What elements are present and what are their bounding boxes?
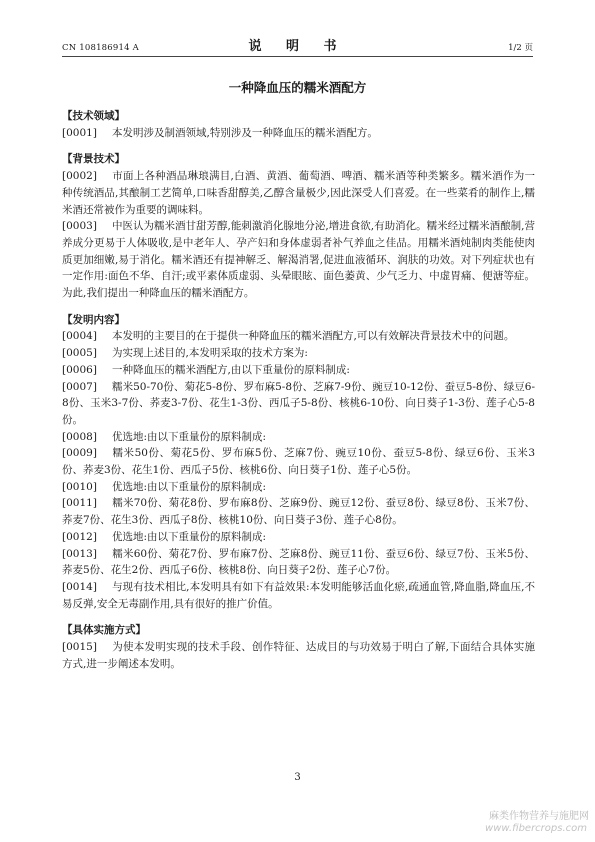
paragraph-text: 为实现上述目的,本发明采取的技术方案为:: [112, 347, 308, 360]
paragraph: [62, 479, 535, 496]
paragraph: [62, 429, 535, 446]
paragraph: [62, 328, 535, 345]
paragraph-text: 中医认为糯米酒甘甜芳醇,能刺激消化腺地分泌,增进食欲,有助消化。糯米经过糯米酒酿制,营养成分更易于人体吸收,是中老年人、孕产妇和身体虚弱者补气养血之佳品。用糯米酒炖制肉类能使肉质更加细嫩,易于消化。糯米酒还有提神解乏、解渴消署,促进血液循环、润肤的功效。对下列症状也有一定作用:面色不华、自汗;或平素体质虚弱、头晕眼眩、面色萎黄、少气乏力、中虚胃痛、便溏等症。为此,我们提出一种降血压的糯米酒配方。: [62, 220, 535, 300]
paragraph: [62, 218, 535, 302]
paragraph-text: 为使本发明实现的技术手段、创作特征、达成目的与功效易于明白了解,下面结合具体实施方式,进一步阐述本发明。: [62, 641, 535, 670]
paragraph-number: [0004]: [62, 330, 97, 343]
paragraph: [62, 125, 535, 142]
paragraph-text: 糯米60份、菊花7份、罗布麻7份、芝麻8份、豌豆11份、蚕豆6份、绿豆7份、玉米5份、荞麦5份、花生2份、西瓜子6份、核桃8份、向日葵子2份、莲子心7份。: [62, 547, 535, 577]
paragraph-text: 与现有技术相比,本发明具有如下有益效果:本发明能够活血化瘀,疏通血管,降血脂,降血压,不易反弹,安全无毒副作用,具有很好的推广价值。: [62, 580, 535, 610]
paragraph-number: [0009]: [62, 447, 97, 460]
paragraph-text: 本发明涉及制酒领域,特别涉及一种降血压的糯米酒配方。: [112, 126, 378, 139]
paragraph: [62, 168, 535, 218]
watermark-url: www.fibercrops.com: [485, 823, 587, 834]
paragraph-number: [0015]: [62, 641, 97, 654]
paragraph: [62, 362, 535, 379]
paragraph-text: 市面上各种酒品琳琅满目,白酒、黄酒、葡萄酒、啤酒、糯米酒等种类繁多。糯米酒作为一种传统酒品,其酿制工艺简单,口味香甜醇美,乙醇含量极少,因此深受人们喜爱。在一些菜肴的制作上,糯米酒还常被作为重要的调味料。: [62, 170, 535, 216]
patent-number: CN 108186914 A: [62, 43, 139, 53]
paragraph-number: [0011]: [62, 497, 97, 510]
paragraph-number: [0005]: [62, 347, 97, 360]
document-title: 一种降血压的糯米酒配方: [228, 80, 367, 95]
document-type: 说 明 书: [248, 39, 347, 54]
paragraph: [62, 445, 535, 478]
paragraph-number: [0001]: [62, 126, 97, 139]
paragraph-number: [0014]: [62, 580, 97, 593]
paragraph: [62, 529, 535, 546]
paragraph-text: 糯米70份、菊花8份、罗布麻8份、芝麻9份、豌豆12份、蚕豆8份、绿豆8份、玉米7份、荞麦7份、花生3份、西瓜子8份、核桃10份、向日葵子3份、莲子心8份。: [62, 497, 535, 527]
paragraph-text: 优选地:由以下重量份的原料制成:: [112, 480, 267, 493]
paragraph-text: 糯米50份、菊花5份、罗布麻5份、芝麻7份、豌豆10份、蚕豆5-8份、绿豆6份、玉米3份、荞麦3份、花生1份、西瓜子5份、核桃6份、向日葵子1份、莲子心5份。: [62, 447, 535, 477]
paragraph-number: [0002]: [62, 170, 97, 183]
paragraph-text: 一种降血压的糯米酒配方,由以下重量份的原料制成:: [112, 363, 350, 376]
paragraph-number: [0012]: [62, 530, 97, 543]
paragraph: [62, 495, 535, 528]
page-header: [62, 34, 533, 57]
paragraph-text: 优选地:由以下重量份的原料制成:: [112, 430, 267, 443]
paragraph-number: [0006]: [62, 363, 97, 376]
page-count: 1/2 页: [508, 43, 533, 53]
section-heading: 【背景技术】: [62, 153, 125, 166]
paragraph-number: [0007]: [62, 380, 97, 393]
paragraph: [62, 546, 535, 579]
paragraph: [62, 579, 535, 612]
section-heading: 【技术领域】: [62, 110, 125, 122]
paragraph: [62, 345, 535, 362]
paragraph: [62, 639, 535, 672]
document-body: [62, 108, 535, 673]
paragraph-text: 糯米50-70份、菊花5-8份、罗布麻5-8份、芝麻7-9份、豌豆10-12份、蚕豆5-8份、绿豆6-8份、玉米3-7份、荞麦3-7份、花生1-3份、西瓜子5-8份、核桃6-10份、向日葵子1-3份、莲子心5-8份。: [62, 380, 535, 426]
paragraph-number: [0013]: [62, 547, 97, 560]
section-heading: 【发明内容】: [62, 313, 125, 326]
paragraph-text: 本发明的主要目的在于提供一种降血压的糯米酒配方,可以有效解决背景技术中的问题。: [112, 330, 515, 343]
paragraph-number: [0010]: [62, 480, 97, 493]
paragraph-number: [0008]: [62, 430, 97, 443]
paragraph: [62, 379, 535, 429]
section-heading: 【具体实施方式】: [62, 624, 146, 637]
paragraph-number: [0003]: [62, 220, 97, 233]
paragraph-text: 优选地:由以下重量份的原料制成:: [112, 530, 267, 543]
page-number: 3: [294, 772, 301, 783]
watermark-site-name: 麻类作物营养与施肥网: [489, 811, 589, 822]
